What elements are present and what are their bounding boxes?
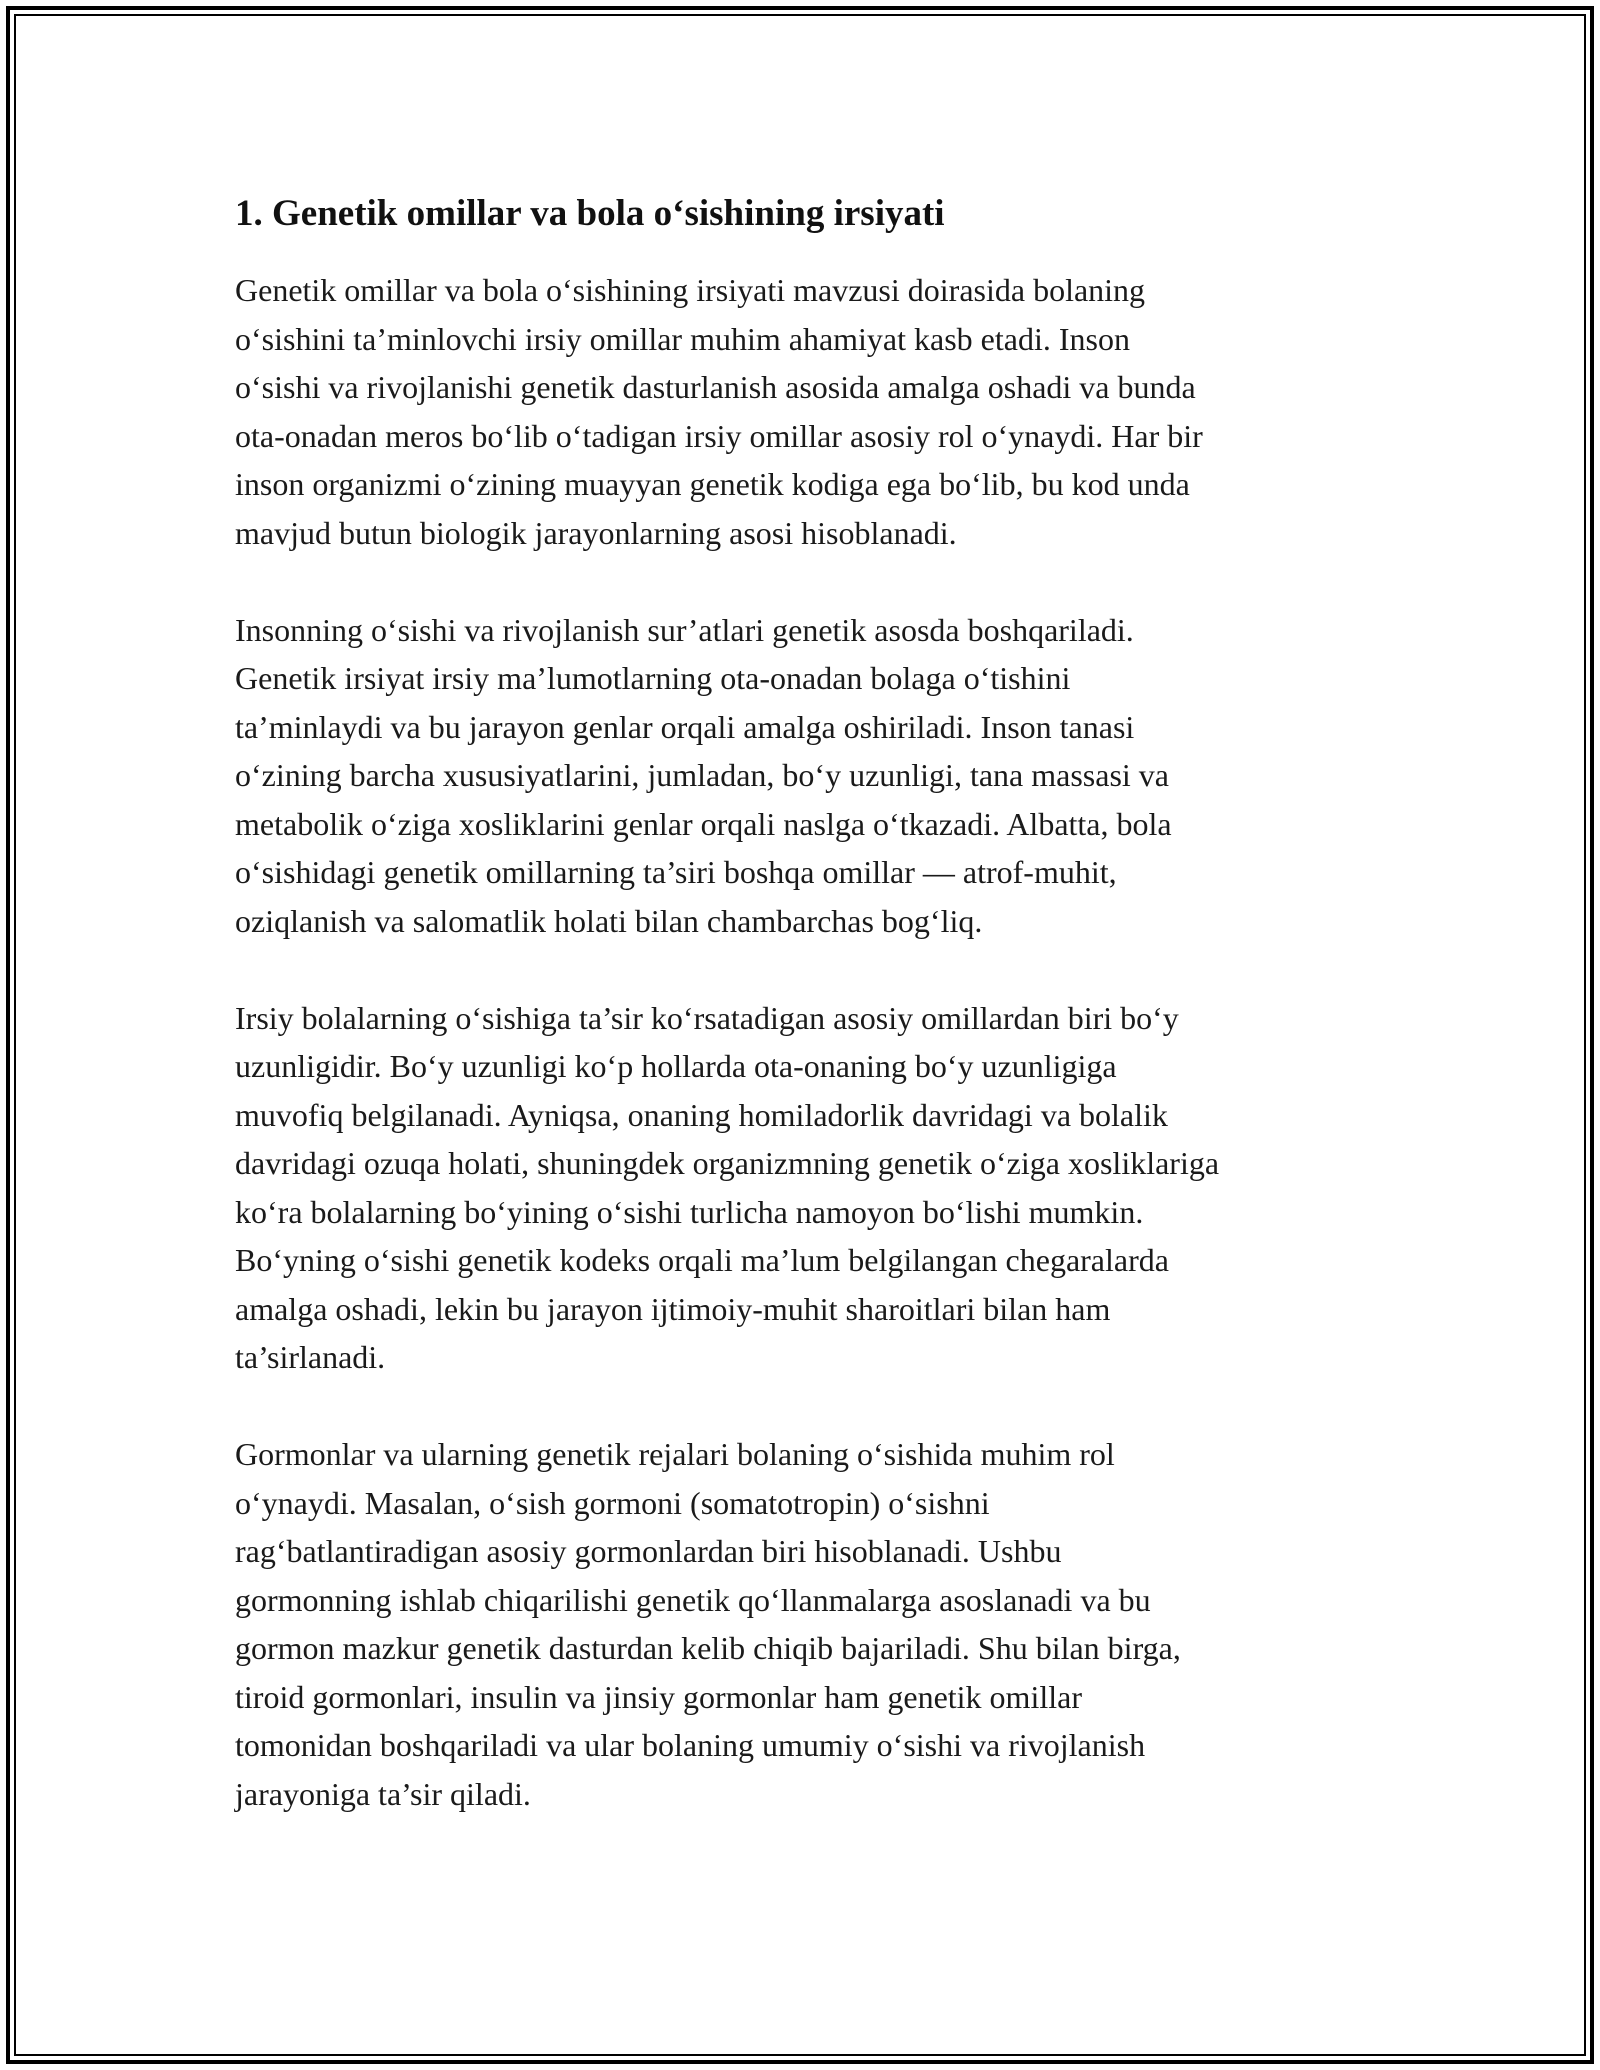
text-line: o‘sishi va rivojlanishi genetik dasturlanish asosida amalga oshadi va bunda	[235, 369, 1196, 405]
paragraph-2	[235, 606, 1375, 946]
text-line: jarayoniga ta’sir qiladi.	[235, 1775, 531, 1812]
text-line: Genetik irsiyat irsiy ma’lumotlarning ota-onadan bolaga o‘tishini	[235, 660, 1071, 696]
document-body	[235, 188, 1375, 1867]
text-line: tomonidan boshqariladi va ular bolaning umumiy o‘sishi va rivojlanish	[235, 1727, 1146, 1763]
text-line: davridagi ozuqa holati, shuningdek organizmning genetik o‘ziga xosliklariga	[235, 1145, 1220, 1181]
text-line: gormon mazkur genetik dasturdan kelib chiqib bajariladi. Shu bilan birga,	[235, 1630, 1181, 1666]
text-line: oziqlanish va salomatlik holati bilan chambarchas bog‘liq.	[235, 902, 983, 939]
text-line: amalga oshadi, lekin bu jarayon ijtimoiy-muhit sharoitlari bilan ham	[235, 1290, 1111, 1327]
text-line: Irsiy bolalarning o‘sishiga ta’sir ko‘rsatadigan asosiy omillardan biri bo‘y	[235, 999, 1179, 1036]
paragraph-3	[235, 994, 1375, 1382]
section-heading: 1. Genetik omillar va bola o‘sishining irsiyati	[235, 193, 945, 234]
text-line: muvofiq belgilanadi. Ayniqsa, onaning homiladorlik davridagi va bolalik	[235, 1096, 1168, 1133]
text-line: o‘sishidagi genetik omillarning ta’siri boshqa omillar — atrof-muhit,	[235, 854, 1117, 890]
text-line: Gormonlar va ularning genetik rejalari bolaning o‘sishida muhim rol	[235, 1436, 1115, 1472]
text-line: Insonning o‘sishi va rivojlanish sur’atlari genetik asosda boshqariladi.	[235, 611, 1134, 648]
text-line: Genetik omillar va bola o‘sishining irsiyati mavzusi doirasida bolaning	[235, 272, 1146, 308]
text-line: ta’minlaydi va bu jarayon genlar orqali amalga oshiriladi. Inson tanasi	[235, 708, 1135, 745]
text-line: inson organizmi o‘zining muayyan genetik kodiga ega bo‘lib, bu kod unda	[235, 466, 1190, 502]
text-line: gormonning ishlab chiqarilishi genetik qo‘llanmalarga asoslanadi va bu	[235, 1581, 1151, 1618]
text-line: o‘sishini ta’minlovchi irsiy omillar muhim ahamiyat kasb etadi. Inson	[235, 320, 1130, 357]
text-line: Bo‘yning o‘sishi genetik kodeks orqali ma’lum belgilangan chegaralarda	[235, 1242, 1169, 1278]
text-line: ko‘ra bolalarning bo‘yining o‘sishi turlicha namoyon bo‘lishi mumkin.	[235, 1193, 1144, 1230]
paragraph-1	[235, 266, 1375, 557]
text-line: rag‘batlantiradigan asosiy gormonlardan biri hisoblanadi. Ushbu	[235, 1533, 1062, 1569]
text-line: o‘ynaydi. Masalan, o‘sish gormoni (somatotropin) o‘sishni	[235, 1484, 990, 1521]
text-line: ota-onadan meros bo‘lib o‘tadigan irsiy omillar asosiy rol o‘ynaydi. Har bir	[235, 417, 1203, 454]
text-line: uzunligidir. Bo‘y uzunligi ko‘p hollarda ota-onaning bo‘y uzunligiga	[235, 1048, 1117, 1084]
text-line: o‘zining barcha xususiyatlarini, jumladan, bo‘y uzunligi, tana massasi va	[235, 757, 1169, 793]
text-line: ta’sirlanadi.	[235, 1339, 386, 1375]
text-line: mavjud butun biologik jarayonlarning asosi hisoblanadi.	[235, 514, 957, 551]
text-line: tiroid gormonlari, insulin va jinsiy gormonlar ham genetik omillar	[235, 1678, 1082, 1715]
paragraph-4	[235, 1430, 1375, 1818]
text-line: metabolik o‘ziga xosliklarini genlar orqali naslga o‘tkazadi. Albatta, bola	[235, 805, 1172, 842]
